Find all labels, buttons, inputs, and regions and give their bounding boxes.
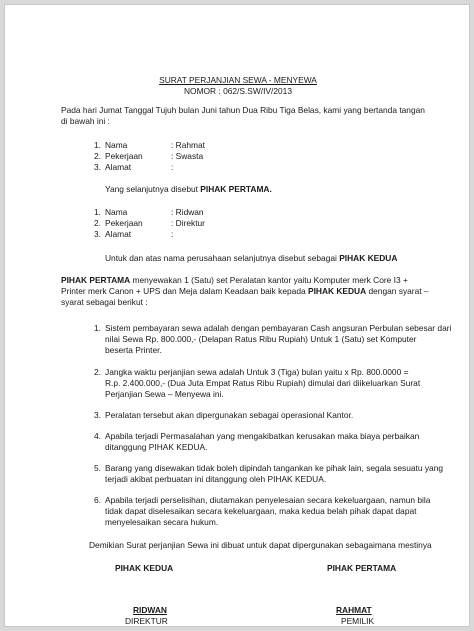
clause-line: Apabila terjadi perselisihan, diutamakan penyelesaian secara kekeluargaan, namun bila — [105, 495, 431, 505]
paragraph-line — [61, 286, 429, 297]
clause-line: Perjanjian Sewa – Menyewa ini. — [105, 389, 224, 399]
signature-right-role: PIHAK PERTAMA — [327, 563, 397, 573]
paragraph-text: dengan syarat – — [366, 286, 429, 296]
clause-line: Jangka waktu perjanjian sewa adalah Untuk 3 (Tiga) bulan yaitu x Rp. 800.0000 = — [105, 367, 409, 377]
clause-line: R.p. 2.400.000,- (Dua Juta Empat Ratus Ribu Rupiah) dimulai dari diikeluarkan Surat — [105, 378, 421, 388]
clause-line: beserta Printer. — [105, 345, 162, 355]
clause-number: 1. — [94, 323, 101, 333]
field-label: Alamat — [105, 162, 132, 172]
field-label: Nama — [105, 140, 128, 150]
signature-right-title: PEMILIK — [341, 616, 375, 626]
party-two-note — [105, 253, 397, 264]
party-one-term: PIHAK PERTAMA. — [200, 184, 272, 194]
signature-left-title: DIREKTUR — [125, 616, 168, 626]
signature-left-name: RIDWAN — [133, 605, 167, 615]
clause-line: Barang yang disewakan tidak boleh dipindah tangankan ke pihak lain, segala sesuatu yang — [105, 463, 444, 473]
party-one-term: PIHAK PERTAMA — [61, 275, 131, 285]
list-number: 3. — [94, 162, 101, 172]
field-value: : Swasta — [171, 151, 204, 161]
clause-number: 5. — [94, 463, 101, 473]
signature-right-name: RAHMAT — [336, 605, 372, 615]
clause-line: Peralatan tersebut akan dipergunakan sebagai operasional Kantor. — [105, 410, 354, 420]
field-label: Pekerjaan — [105, 151, 143, 161]
paragraph-text: Printer merk Canon + UPS dan Meja dalam Keadaan baik kepada — [61, 286, 308, 296]
clause-number: 3. — [94, 410, 101, 420]
clause-line: tidak dapat diselesaikan secara kekeluargaan, maka kedua belah pihak dapat dapat — [105, 506, 417, 516]
note-text: Untuk dan atas nama perusahaan selanjutnya disebut sebagai — [105, 253, 340, 263]
party-two-term: PIHAK KEDUA — [307, 286, 367, 296]
paragraph-text: menyewakan 1 (Satu) set Peralatan kantor yaitu Komputer merk Core I3 + — [130, 275, 408, 285]
list-number: 3. — [94, 229, 101, 239]
intro-line-1: Pada hari Jumat Tanggal Tujuh bulan Juni tahun Dua Ribu Tiga Belas, kami yang bertanda tangan — [61, 105, 425, 115]
field-value: : Direktur — [171, 218, 205, 228]
field-value: : — [171, 229, 174, 239]
note-text: Yang selanjutnya disebut — [105, 184, 201, 194]
clause-line: terjadi akibat perbuatan ini ditanggung oleh PIHAK KEDUA. — [105, 474, 327, 484]
clause-line: menyelesaikan secara hukum. — [105, 517, 219, 527]
field-label: Alamat — [105, 229, 132, 239]
field-value: : Rahmat — [171, 140, 205, 150]
clause-line: Sistem pembayaran sewa adalah dengan pembayaran Cash angsuran Perbulan sebesar dari — [105, 323, 452, 333]
intro-line-2: di bawah ini : — [61, 116, 110, 126]
closing-statement: Demikian Surat perjanjian Sewa ini dibuat untuk dapat dipergunakan sebagaimana mestinya — [89, 540, 432, 550]
list-number: 1. — [94, 140, 101, 150]
clause-number: 6. — [94, 495, 101, 505]
clause-number: 4. — [94, 431, 101, 441]
clause-line: nilai Sewa Rp. 800.000,- (Delapan Ratus Ribu Rupiah) Untuk 1 (Satu) set Komputer — [105, 334, 417, 344]
document-title: SURAT PERJANJIAN SEWA - MENYEWA — [159, 75, 317, 85]
signature-left-role: PIHAK KEDUA — [115, 563, 174, 573]
field-value: : — [171, 162, 174, 172]
field-label: Nama — [105, 207, 128, 217]
clause-number: 2. — [94, 367, 101, 377]
clause-line: ditanggung PIHAK KEDUA. — [105, 442, 208, 452]
paragraph-line — [61, 275, 408, 286]
paragraph-line: syarat sebagai berikut : — [61, 297, 148, 307]
field-label: Pekerjaan — [105, 218, 143, 228]
list-number: 1. — [94, 207, 101, 217]
list-number: 2. — [94, 151, 101, 161]
party-one-note — [105, 184, 272, 195]
list-number: 2. — [94, 218, 101, 228]
party-two-term: PIHAK KEDUA — [339, 253, 398, 263]
clause-line: Apabila terjadi Permasalahan yang mengakibatkan kerusakan maka biaya perbaikan — [105, 431, 420, 441]
document-number: NOMOR : 062/S.SW/IV/2013 — [184, 86, 292, 96]
field-value: : Ridwan — [171, 207, 204, 217]
letter-page — [4, 4, 470, 627]
